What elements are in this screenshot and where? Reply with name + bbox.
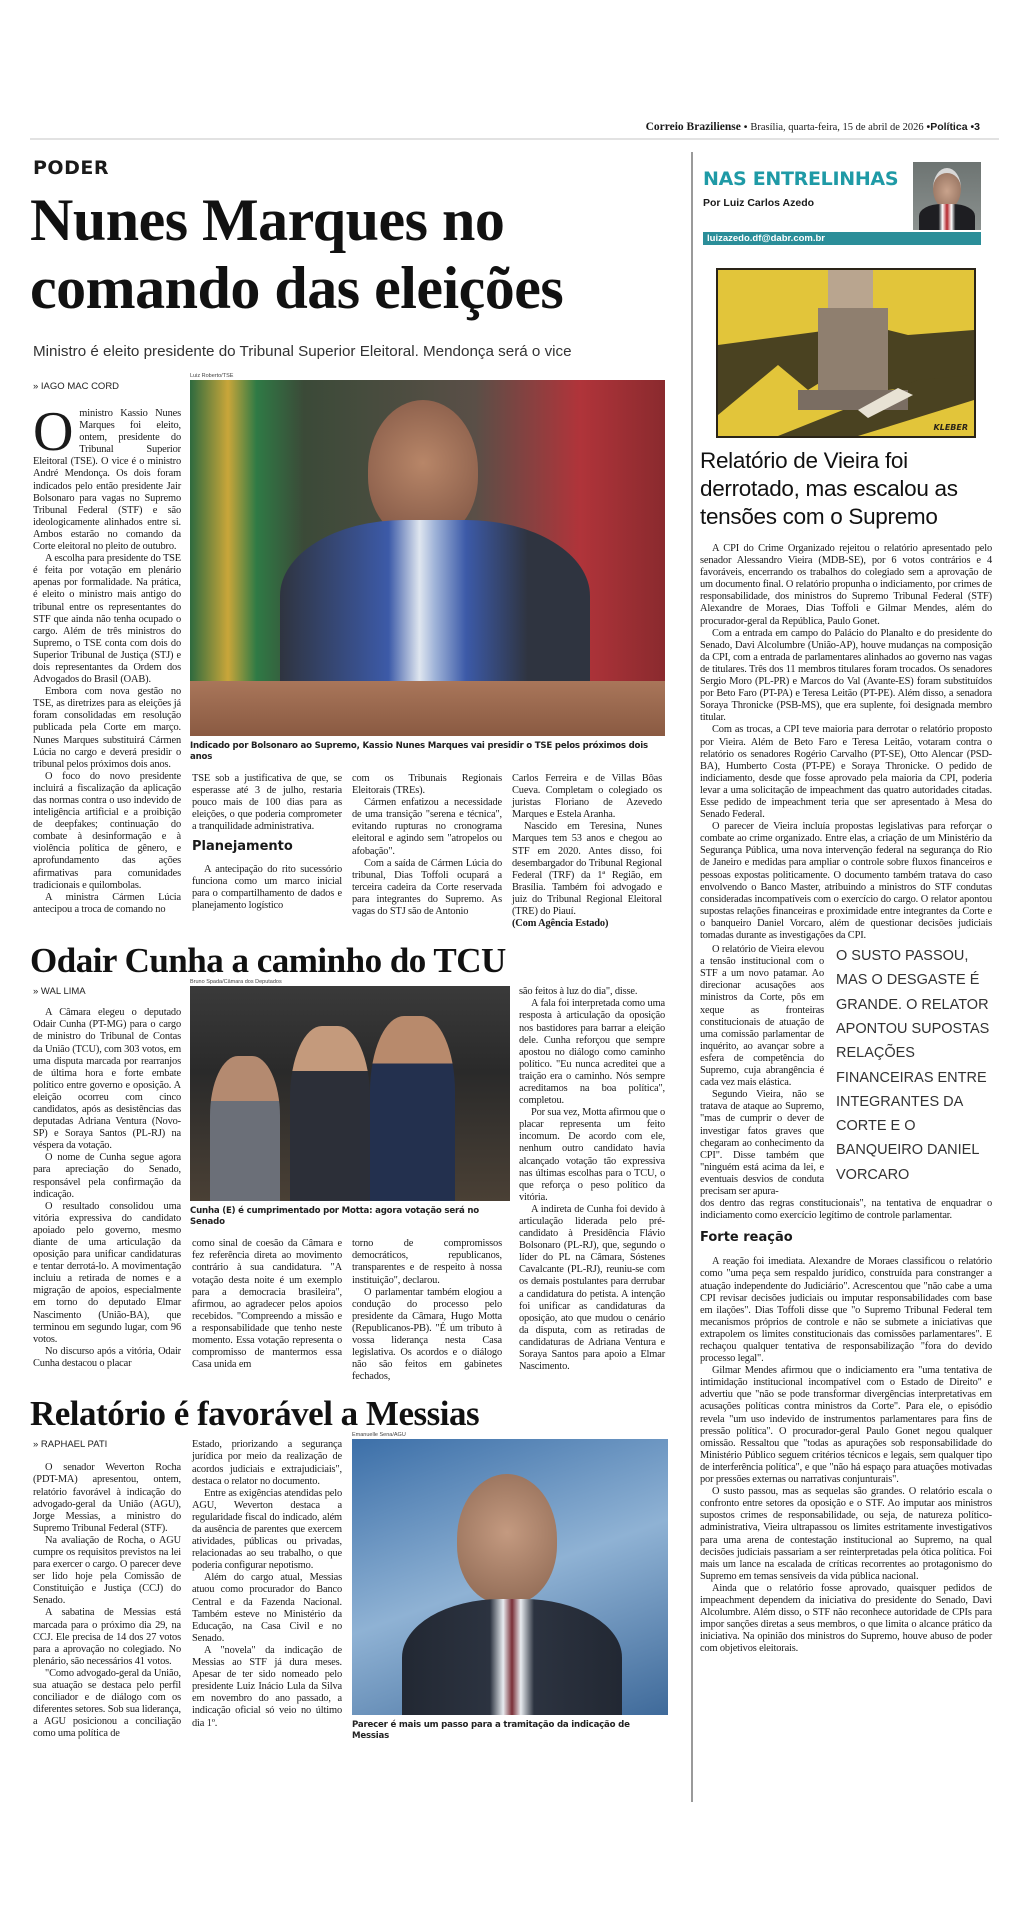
person-suit [402,1599,622,1715]
paragraph: Carlos Ferreira e de Villas Bôas Cueva. Completam o colegiado os juristas Floriano de Azevedo Marques e Estela Aranha. [512,773,662,821]
person-cunha [290,1026,370,1201]
headline-odair: Odair Cunha a caminho do TCU [30,941,506,981]
headline-messias: Relatório é favorável a Messias [30,1394,480,1434]
paragraph-group [512,773,662,918]
photo-odair-cunha [190,986,510,1201]
photo-block [352,1431,668,1742]
paragraph: O senador Weverton Rocha (PDT-MA) apresentou, ontem, relatório favorável à indicação do advogado-geral da União (AGU), Jorge Messias, a ministro do Supremo Tribunal Federal (STF). [33,1462,181,1534]
paragraph: Cármen enfatizou a necessidade de uma transição "serena e técnica", evitando rupturas no cronograma eleitoral e agindo sem "atropelos ou afobação". [352,797,502,857]
paragraph: A CPI do Crime Organizado rejeitou o relatório apresentado pelo senador Alessandro Vieira (MDB-SE), por 6 votos contrários e 4 favoráveis, encerrando os trabalhos do colegiado sem a aprovação de um documento final. O relatório propunha o indiciamento, por crimes de responsabilidade, dos ministros do Supremo Tribunal Federal (STF) Alexandre de Moraes, Dias Toffoli e Gilmar Mendes, além do procurador-geral da República, Paulo Gonet. [700,543,992,627]
column-body [700,543,992,942]
headline-nunes [30,186,670,322]
paragraph: Além do cargo atual, Messias atuou como procurador do Banco Central e da Fazenda Nacional. Também esteve no Ministério da Educação, na Casa Civil e no Senado. [192,1572,342,1644]
author-suit [919,204,975,230]
paragraph: Ainda que o relatório fosse aprovado, quaisquer pedidos de impeachment dependem da iniciativa do presidente do Senado, Davi Alcolumbre. Além disso, o STF não reconhece autoridade de CPIs para impor sanções diretas a seus membros, o que limita o alcance prático da iniciativa. Na opinião dos ministros do Supremo, houve abuso de poder com objetivos eleitorais. [700,1582,992,1655]
paragraph: O susto passou, mas as sequelas são grandes. O relatório escala o confronto entre setores da oposição e o STF. Ao imputar aos ministros supostos crimes de responsabilidade, ou seja, de natureza político-administrativa, Vieira ultrapassou os limites estritamente investigativos para uma arena de contestação institucional ao Supremo, na qual decisões judiciais passariam a ser reinterpretadas pela ótica política. Foi mais um lance na escalada de críticas recorrentes ao protagonismo do Supremo em temas sensíveis da vida pública nacional. [700,1486,992,1582]
article-columns [190,1238,510,1383]
paragraph-group [352,1238,502,1383]
photo-credit: Bruno Spada/Câmara dos Deputados [190,979,282,986]
article-nunes [30,373,670,930]
paragraph: ministro Kassio Nunes Marques foi eleito, ontem, presidente do Tribunal Superior Eleitoral (TSE). O vice é o ministro André Mendonça. Os dois foram indicados pelo então presidente Jair Bolsonaro para vagas no Supremo Tribunal Federal (STF) e são ideologicamente alinhados entre si. Ambos estarão no comando da Corte eleitoral no pleito de outubro. [33,408,181,553]
separator: • [970,121,975,133]
paragraph-group [192,773,342,833]
byline: » IAGO MAC CORD [33,381,120,392]
main-news-area [30,156,670,1742]
photo-caption: Indicado por Bolsonaro ao Supremo, Kassio Nunes Marques vai presidir o TSE pelos próximos dois anos [190,741,648,762]
page-number: 3 [974,121,980,133]
page-header [646,121,980,133]
drop-cap: O [33,401,74,463]
author-head [933,168,961,209]
article-column [33,1462,181,1740]
article-main-block [190,372,665,930]
signoff: (Com Agência Estado) [512,918,609,930]
paragraph: Com as trocas, a CPI teve maioria para derrotar o relatório proposto por Vieira. Além de Beto Faro e Teresa Leitão, votaram contra o relatório os senadores Rogério Carvalho (PT-SE), Otto Alencar (PSD-BA), Humberto Costa (PT-PE) e Soraya Thronicke. O pedido de indiciamento, desde que fosse aprovado pela maioria da CPI, poderia levar a uma solicitação de impeachment das quatro autoridades citadas. Esse pedido de impeachment teria que ser apresentado à Mesa do Senado Federal. [700,724,992,821]
paragraph-group [700,1256,992,1655]
article-column [192,1439,342,1729]
cartoon-signature: KLEBER [933,423,968,432]
paragraph: Gilmar Mendes afirmou que o indiciamento era "uma tentativa de intimidação institucional incompatível com o Estado de Direito" e advertiu que "não se pode transformar divergências interpretativas em acusações políticas contra ministros da Corte". Para ele, o episódio revela "um uso indevido de instrumentos parlamentares para fins de pressão política". O procurador-geral Paulo Gonet negou qualquer omissão. Ressaltou que "todas as apurações sob responsabilidade do Ministério Público seguem critérios técnicos e legais, sem qualquer tipo de interferência política", e que "não há espaço para atuações motivadas por pressões externas ou narrativas conjunturais". [700,1365,992,1486]
paragraph-group [519,986,665,1373]
byline: » WAL LIMA [33,986,86,998]
article-column [33,1007,181,1370]
column-body [700,1198,992,1655]
paragraph: Com a entrada em campo do Palácio do Planalto e do presidente do Senado, Davi Alcolumbre (União-AP), houve mudanças na composição da CPI, com a entrada de parlamentares alinhados ao governo nas vagas de titulares. Três dos 11 membros titulares foram trocados. Os senadores Sergio Moro (PL-PR) e Marcos do Val (Avante-ES) foram substituídos por Beto Faro (PT-PA) e Teresa Leitão (PT-PE). Além disso, a senadora Soraya Thronicke (PSB-MS), que era suplente, foi designada membro titular. [700,627,992,724]
headline-line: comando das eleições [30,255,564,321]
column-headline: Relatório de Vieira foi derrotado, mas escalou as tensões com o Supremo [700,448,958,529]
person-motta [370,1016,455,1201]
photo-credit: Emanuelle Sena/AGU [352,1432,406,1439]
section-tag: PODER [33,157,109,179]
paragraph: com os Tribunais Regionais Eleitorais (TREs). [352,773,502,797]
photo-caption: Cunha (E) é cumprimentado por Motta: agora votação será no Senado [190,1206,480,1228]
article-lead-column [33,1439,181,1740]
paragraph: A ministra Cármen Lúcia antecipou a troca de comando no [33,891,181,915]
paragraph: A reação foi imediata. Alexandre de Moraes classificou o relatório como "uma peça sem respaldo jurídico, construída para constranger a atuação independente do Judiciário". Acrescentou que "não cabe a uma CPI revisar decisões judiciais ou imputar responsabilidades com base em ilações". Dias Toffoli disse que "o Supremo Tribunal Federal tem mecanismos próprios de controle e não se submete a iniciativas que extrapolem os limites constitucionais das comissões parlamentares". E rechaçou qualquer tentativa de responsabilização "fora do devido processo legal". [700,1256,992,1365]
article-column [192,1238,342,1371]
pull-quote: O SUSTO PASSOU, MAS O DESGASTE É GRANDE. O RELATOR APONTOU SUPOSTAS RELAÇÕES FINANCEIRAS ENTRE INTEGRANTES DA CORTE E O BANQUEIRO DANIEL VORCARO [836,948,990,1183]
paragraph: O resultado consolidou uma vitória expressiva do candidato apoiado pelo governo, mesmo diante de uma articulação da oposição para unificar candidaturas e tentar derrotá-lo. A movimentação incluiu a retirada de nomes e a migração de apoios, especialmente em torno do deputado Elmar Nascimento (União-BA), que terminou em segundo lugar, com 96 votos. [33,1200,181,1345]
paragraph: No discurso após a vitória, Odair Cunha destacou o placar [33,1345,181,1369]
subtitle: Ministro é eleito presidente do Tribunal Superior Eleitoral. Mendonça será o vice [33,343,572,360]
paragraph: como sinal de coesão da Câmara e fez referência direta ao movimento contrário à sua candidatura. "A votação desta noite é um exemplo para a democracia brasileira", afirmou, ao agradecer pelos apoios recebidos. "Compreendo a missão e a responsabilidade que tenho neste momento. Essa votação representa o compromisso de mantermos essa Casa unida em [192,1238,342,1371]
subheading: Planejamento [192,839,293,855]
paragraph: Por sua vez, Motta afirmou que o placar representa um feito incomum. De acordo com ele, nenhum outro candidato havia alcançado votação tão expressiva nas últimas escolhas para o TCU, o que reforça o peso político da vitória. [519,1107,665,1203]
paragraph: O foco do novo presidente incluirá a fiscalização da aplicação das normas contra o uso indevido de inteligência artificial e a proibição de deepfakes; continuação do combate à desinformação e à violência política de gênero, e aprofundamento das ações afirmativas para comunidades tradicionais e quilombolas. [33,770,181,891]
paragraph: O nome de Cunha segue agora para apreciação do Senado, responsável pela confirmação da indicação. [33,1152,181,1200]
author-email-link[interactable]: luizazedo.df@dabr.com.br [703,232,981,245]
paragraph: A Câmara elegeu o deputado Odair Cunha (PT-MG) para o cargo de ministro do Tribunal de Contas da União (TCU), com 303 votos, em uma disputa marcada por rearranjos de última hora e forte embate político entre governo e oposição. A eleição ocorreu com cinco candidatos, após as desistências das deputadas Adriana Ventura (Novo-SP) e Soraya Santos (PL-RJ) na véspera da votação. [33,1007,181,1152]
paragraph: A "novela" da indicação de Messias ao STF já dura meses. Apesar de ter sido nomeado pelo presidente Luiz Inácio Lula da Silva em novembro do ano passado, a indicação oficial só veio no último dia 1º. [192,1644,342,1729]
photo-and-columns [190,978,510,1383]
paragraph-group [352,773,502,918]
opinion-column [700,160,992,1655]
dateline: Brasília, quarta-feira, 15 de abril de 2026 [750,122,924,133]
column-body-narrow [700,944,824,1198]
article-column [352,773,502,918]
narrow-and-quote [700,944,992,1198]
paragraph: Segundo Vieira, não se tratava de ataque ao Supremo, "mas de cumprir o dever de investigar fatos graves que chegaram ao conhecimento da CPI". Disse também que "ninguém está acima da lei, e eventuais desvios de conduta precisam ser apura- [700,1089,824,1197]
paragraph: são feitos à luz do dia", disse. [519,986,638,998]
paragraph: A indireta de Cunha foi devido à articulação liderada pelo pré-candidato à Presidência Flávio Bolsonaro (PL-RJ), que, segundo o líder do PL na Câmara, Sóstenes Cavalcante (PL-RJ), reuniu-se com os demais postulantes para derrubar a candidatura do petista. A intenção foi unificar as candidaturas da oposição, ato que mudou o cenário da disputa, com as retiradas de candidaturas de Adriana Ventura e Soraya Santos para apoio a Elmar Nascimento. [519,1203,665,1373]
paragraph-group [33,401,181,916]
column-header [703,160,981,248]
paragraph: Nascido em Teresina, Nunes Marques tem 53 anos e chegou ao STF em 2020. Antes disso, foi desembargador do Tribunal Regional Federal (TRF) da 1ª Região, em Brasília. Também foi advogado e juiz do Tribunal Regional Eleitoral (TRE) do Piauí. [512,821,662,918]
separator: • [926,121,931,133]
paragraph-group [192,1439,342,1729]
article-column [519,986,665,1373]
paragraph: torno de compromissos democráticos, republicanos, transparentes e de respeito à nossa instituição", declarou. [352,1238,502,1286]
paragraph: A antecipação do rito sucessório funciona como um marco inicial para o compartilhamento de dados e planejamento logístico [192,863,342,911]
paragraph: Com a saída de Cármen Lúcia do tribunal, Dias Toffoli ocupará a terceira cadeira da Corte reservada para integrantes do Supremo. As vagas do STJ são de Antonio [352,857,502,918]
subheading: Forte reação [700,1230,793,1246]
person-left [210,1056,280,1201]
article-column [352,1238,502,1383]
header-rule [30,138,999,140]
paragraph: O relatório de Vieira elevou a tensão institucional com o STF a um novo patamar. Ao direcionar acusações aos ministros da Corte, pôs em xeque as fronteiras constitucionais de atuação de uma comissão parlamentar de inquérito, ao avançar sobre a esfera de competência do Supremo, cuja abrangência é cada vez mais elástica. [700,944,824,1089]
cartoon-drawing [718,270,974,436]
article-lead-column [33,381,181,916]
section-name: Política [930,121,968,133]
paragraph: Na avaliação de Rocha, o AGU cumpre os requisitos previstos na lei para exercer o cargo. O parecer deve ser lido hoje pela Comissão de Constituição e Justiça (CCJ) do Senado. [33,1534,181,1607]
editorial-cartoon [716,268,976,438]
paragraph: A escolha para presidente do TSE é feita por votação em plenário apenas por formalidade. Na prática, é eleito o ministro mais antigo do tribunal entre os representantes do STF que ainda não tenha ocupado o cargo. Além de três ministros do Supremo, o TSE conta com dois do Superior Tribunal de Justiça (STJ) e dois representantes da Ordem dos Advogados do Brasil (OAB). [33,553,181,686]
paragraph-group [700,944,824,1198]
paragraph: Estado, priorizando a segurança jurídica por meio da realização de acordos judiciais e extrajudiciais", destaca o relator no documento. [192,1439,342,1487]
article-column [192,773,342,912]
column-author: Por Luiz Carlos Azedo [703,197,815,209]
newspaper-name: Correio Braziliense [645,121,741,133]
person-head [368,400,478,540]
byline: » RAPHAEL PATI [33,1439,108,1451]
headline-line: Nunes Marques no [30,187,505,253]
separator: • [743,121,748,133]
paragraph-group [33,1462,181,1740]
paragraph: "Como advogado-geral da União, sua atuação se destaca pelo perfil conciliador e de diálogo com os diferentes setores. Sob sua liderança, a AGU posicionou a conciliação como uma política de [33,1667,181,1740]
column-title: NAS ENTRELINHAS [703,168,899,190]
desk [190,681,665,736]
article-column [512,773,662,930]
paragraph: Entre as exigências atendidas pelo AGU, Weverton destaca a regularidade fiscal do indicado, além da ausência de parentes que exercem atividades, públicas ou privadas, relacionadas ao seu trabalho, o que poderia configurar nepotismo. [192,1487,342,1572]
paragraph: TSE sob a justificativa de que, se esperasse até 3 de julho, restaria pouco mais de 100 dias para as eleições, o que poderia comprometer a tranquilidade administrativa. [192,773,342,833]
paragraph-group [192,864,342,912]
paragraph-group [33,1007,181,1370]
person-head [457,1474,557,1604]
paragraph-group [192,1238,342,1371]
paragraph-group [700,543,992,942]
author-photo [913,162,981,230]
photo-nunes-marques [190,380,665,736]
article-column [33,401,181,916]
article-main-block [190,979,665,1383]
photo-caption: Parecer é mais um passo para a tramitação da indicação de Messias [352,1720,630,1742]
paragraph: dos dentro das regras constitucionais", na tentativa de enquadrar o indiciamento como exercício legítimo de controle parlamentar. [700,1198,992,1222]
article-columns [190,773,665,930]
article-messias [30,1432,670,1742]
paragraph: A fala foi interpretada como uma resposta à articulação da oposição nos bastidores para barrar a eleição dele. Cunha reforçou que sempre apostou no diálogo como caminho político. "Eu nunca acreditei que a traição era o caminho. Nós sempre acreditamos na boa política", completou. [519,998,665,1107]
photo-jorge-messias [352,1439,668,1715]
paragraph: A sabatina de Messias está marcada para o próximo dia 29, na CCJ. Ele precisa de 14 dos 27 votos para a aprovação no colegiado. No plenário, são necessários 41 votos. [33,1607,181,1667]
paragraph: O parlamentar também elogiou a condução do processo pelo presidente da Câmara, Hugo Motta (Republicanos-PB). "É um tributo à vossa liderança nesta Casa legislativa. Os acordos e o diálogo não são feitos em gabinetes fechados, [352,1286,502,1383]
photo-credit: Luiz Roberto/TSE [190,373,234,379]
article-odair [30,979,670,1383]
column-divider [691,152,693,1802]
article-lead-column [33,986,181,1370]
paragraph: Embora com nova gestão no TSE, as diretrizes para as eleições já foram consolidadas em resolução publicada pela Corte em março. Nunes Marques substituirá Cármen Lúcia no cargo e deverá presidir o tribunal pelos próximos dois anos. [33,686,181,770]
paragraph: O parecer de Vieira incluía propostas legislativas para reforçar o combate ao crime organizado. Entre elas, a criação de um Ministério da Segurança Pública, uma nova intervenção federal na segurança do Rio de Janeiro e medidas para ampliar o controle sobre fluxos financeiros e pessoas expostas politicamente. O documento também tratava do caso envolvendo o Banco Master, atribuindo a ministros do STF condutas consideradas incompatíveis com o exercício do cargo. O relator apontou supostas relações financeiras e proximidade entre integrantes da Corte e o banqueiro Daniel Vorcaro, além de questionar decisões judiciais tomadas durante as investigações da CPI. [700,821,992,941]
